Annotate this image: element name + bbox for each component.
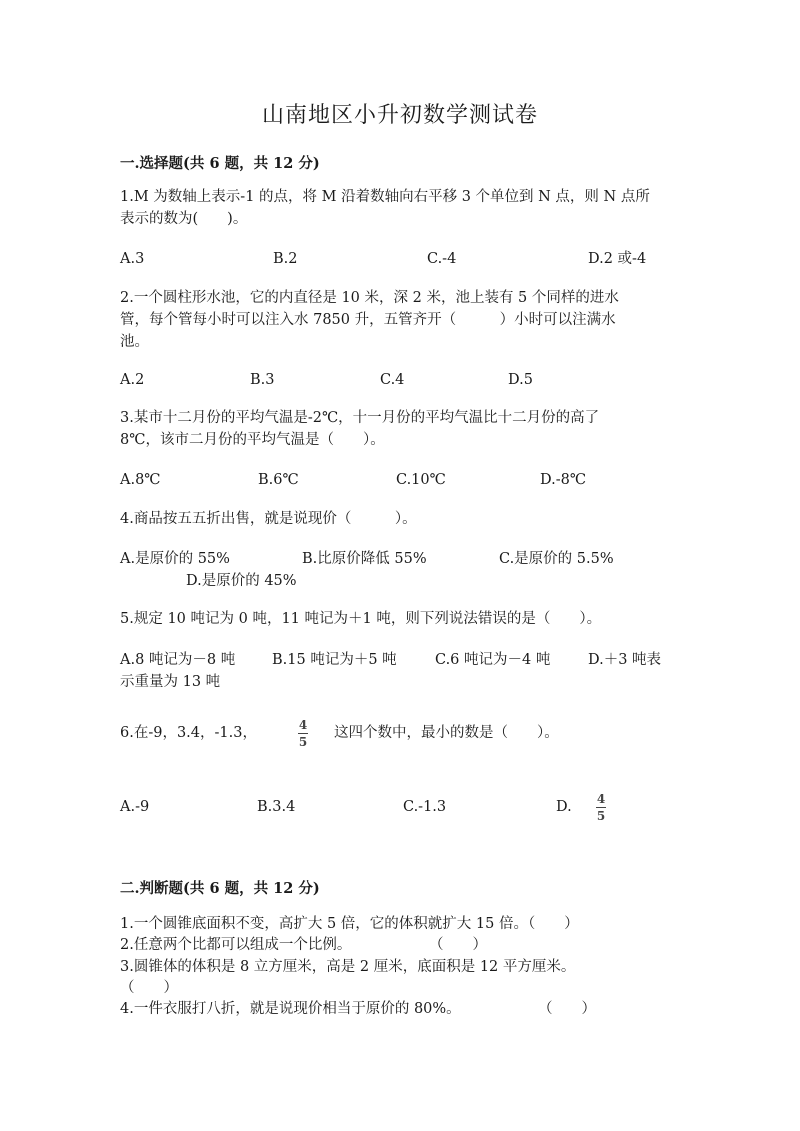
q3-option-d: D.-8℃ <box>540 472 587 488</box>
q5-option-d: D.＋3 吨表 <box>588 652 662 668</box>
q5-option-c: C.6 吨记为－4 吨 <box>435 652 551 668</box>
q6-option-d: D. <box>556 799 572 815</box>
q6-fraction-bar <box>298 733 308 734</box>
q5-option-d-continued: 示重量为 13 吨 <box>120 674 221 690</box>
q4-option-d: D.是原价的 45% <box>186 573 297 589</box>
q6-option-d-fraction <box>596 792 606 823</box>
judgment-item-4: 4.一件衣服打八折，就是说现价相当于原价的 80%。 <box>120 1001 461 1017</box>
judgment-item-2-answer: （ ） <box>429 937 487 953</box>
judgment-item-2: 2.任意两个比都可以组成一个比例。 <box>120 937 352 953</box>
q6-option-c: C.-1.3 <box>403 799 447 815</box>
q1-option-d: D.2 或-4 <box>588 251 647 267</box>
question-3-line2: 8℃，该市二月份的平均气温是（ ）。 <box>120 432 385 448</box>
q5-option-a: A.8 吨记为－8 吨 <box>120 652 236 668</box>
exam-title: 山南地区小升初数学测试卷 <box>261 103 538 128</box>
q2-option-d: D.5 <box>508 372 533 388</box>
judgment-item-3-answer: （ ） <box>120 980 178 996</box>
q4-option-a: A.是原价的 55% <box>120 551 230 567</box>
q2-option-c: C.4 <box>380 372 405 388</box>
section-heading-judgment: 二.判断题(共 6 题，共 12 分) <box>120 880 320 897</box>
question-2 <box>120 287 680 353</box>
q4-option-c: C.是原价的 5.5% <box>499 551 614 567</box>
q6-option-d-bar <box>596 807 606 808</box>
q5-option-b: B.15 吨记为＋5 吨 <box>272 652 397 668</box>
q6-option-a: A.-9 <box>120 799 150 815</box>
question-1 <box>120 186 680 230</box>
question-6-prefix: 6.在-9，3.4，-1.3， <box>120 725 257 741</box>
q1-option-a: A.3 <box>120 251 145 267</box>
question-6-suffix: 这四个数中，最小的数是（ ）。 <box>334 725 559 741</box>
q3-option-b: B.6℃ <box>258 472 299 488</box>
q3-option-a: A.8℃ <box>120 472 161 488</box>
question-2-line3: 池。 <box>120 334 149 350</box>
q6-fraction <box>298 718 308 749</box>
q2-option-a: A.2 <box>120 372 145 388</box>
question-3 <box>120 407 680 451</box>
q6-option-b: B.3.4 <box>257 799 296 815</box>
question-5 <box>120 608 680 630</box>
section-heading-choice: 一.选择题(共 6 题，共 12 分) <box>120 155 320 172</box>
q6-fraction-denominator: 5 <box>298 735 308 749</box>
judgment-item-4-answer: （ ） <box>538 1001 596 1017</box>
q3-option-c: C.10℃ <box>396 472 446 488</box>
question-5-line1: 5.规定 10 吨记为 0 吨，11 吨记为＋1 吨，则下列说法错误的是（ ）。 <box>120 611 602 627</box>
question-2-line2: 管，每个管每小时可以注入水 7850 升，五管齐开（ ）小时可以注满水 <box>120 312 616 328</box>
q6-option-d-denominator: 5 <box>596 809 606 823</box>
question-3-line1: 3.某市十二月份的平均气温是-2℃，十一月份的平均气温比十二月份的高了 <box>120 410 600 426</box>
q4-option-b: B.比原价降低 55% <box>302 551 427 567</box>
q6-fraction-numerator: 4 <box>298 718 308 732</box>
question-4-line1: 4.商品按五五折出售，就是说现价（ ）。 <box>120 511 417 527</box>
q1-option-b: B.2 <box>273 251 298 267</box>
q2-option-b: B.3 <box>250 372 275 388</box>
q6-option-d-numerator: 4 <box>596 792 606 806</box>
question-4 <box>120 508 680 530</box>
judgment-item-3: 3.圆锥体的体积是 8 立方厘米，高是 2 厘米，底面积是 12 平方厘米。 <box>120 959 576 975</box>
question-1-line2: 表示的数为( )。 <box>120 211 248 227</box>
question-1-line1: 1.M 为数轴上表示-1 的点，将 M 沿着数轴向右平移 3 个单位到 N 点，则 N 点所 <box>120 189 650 205</box>
judgment-item-1: 1.一个圆锥底面积不变，高扩大 5 倍，它的体积就扩大 15 倍。（ ） <box>120 916 579 932</box>
q1-option-c: C.-4 <box>427 251 457 267</box>
question-2-line1: 2.一个圆柱形水池，它的内直径是 10 米，深 2 米，池上装有 5 个同样的进水 <box>120 290 619 306</box>
